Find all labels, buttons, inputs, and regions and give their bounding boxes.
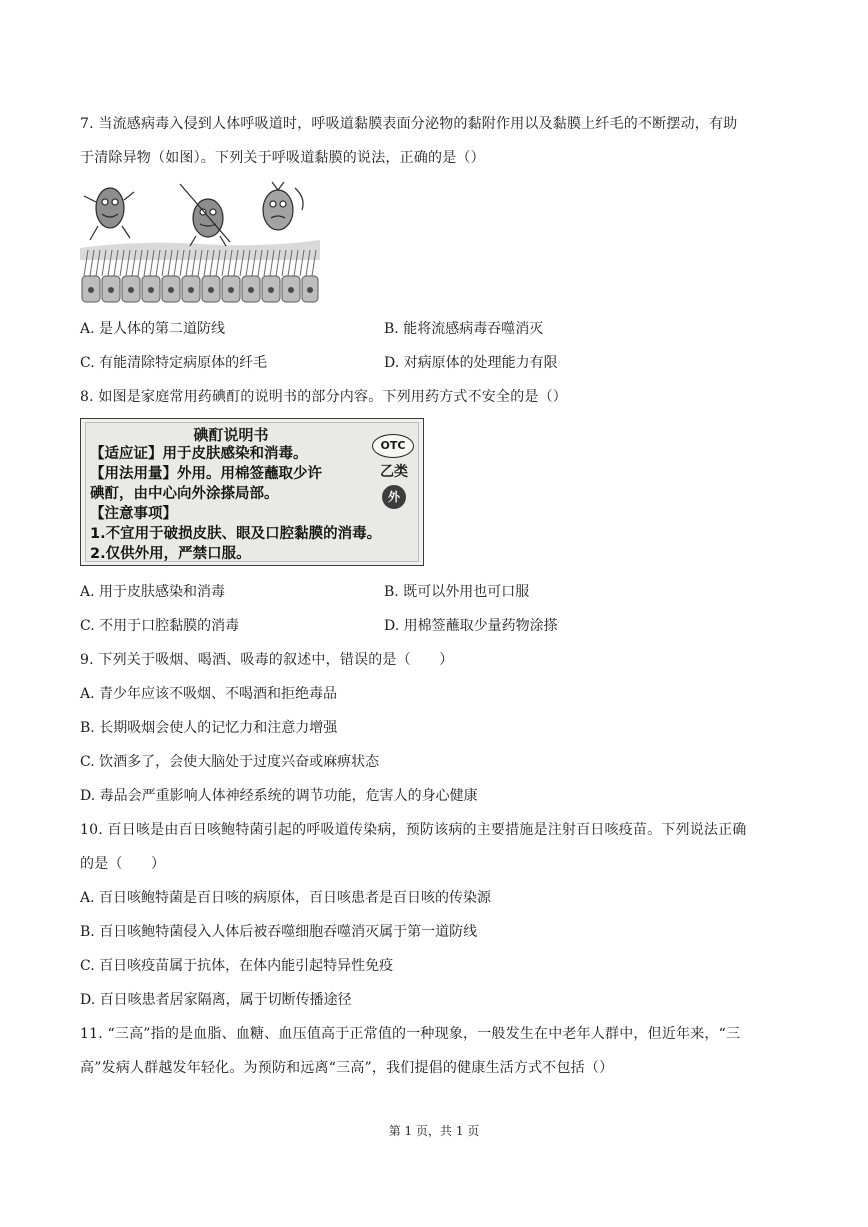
label-line-usage-cont: 碘酊，由中心向外涂搽局部。	[90, 486, 279, 502]
q9-option-d: D. 毒品会严重影响人体神经系统的调节功能，危害人的身心健康	[80, 788, 478, 804]
q7-option-b: B. 能将流感病毒吞噬消灭	[384, 321, 544, 337]
label-title: 碘酊说明书	[193, 426, 269, 444]
iodine-tincture-label	[80, 418, 424, 566]
q11-stem-line1: 11. “三高”指的是血脂、血糖、血压值高于正常值的一种现象，一般发生在中老年人群中，但近年来，“三	[80, 1026, 741, 1042]
q8-option-b: B. 既可以外用也可口服	[384, 584, 530, 600]
q9-option-c: C. 饮酒多了，会使大脑处于过度兴奋或麻痹状态	[80, 754, 380, 770]
respiratory-mucosa-illustration	[80, 178, 320, 306]
q10-stem-line2: 的是（ ）	[80, 856, 166, 872]
external-use-badge: 外	[382, 485, 406, 509]
label-line-precautions: 【注意事项】	[90, 506, 177, 522]
label-line-precaution-1: 1.不宜用于破损皮肤、眼及口腔黏膜的消毒。	[90, 526, 382, 542]
mucosa-illustration-svg	[80, 178, 320, 306]
q11-stem-line2: 高”发病人群越发年轻化。为预防和远离“三高”，我们提倡的健康生活方式不包括（）	[80, 1060, 614, 1076]
label-line-indication: 【适应证】用于皮肤感染和消毒。	[90, 446, 308, 462]
label-panel	[85, 422, 419, 562]
q8-option-d: D. 用棉签蘸取少量药物涂搽	[384, 618, 558, 634]
q9-option-b: B. 长期吸烟会使人的记忆力和注意力增强	[80, 720, 338, 736]
q10-option-a: A. 百日咳鲍特菌是百日咳的病原体，百日咳患者是百日咳的传染源	[80, 890, 492, 906]
label-line-usage: 【用法用量】外用。用棉签蘸取少许	[90, 466, 322, 482]
otc-badge: OTC	[372, 434, 414, 458]
q8-option-c: C. 不用于口腔黏膜的消毒	[80, 618, 240, 634]
q8-option-a: A. 用于皮肤感染和消毒	[80, 584, 226, 600]
q7-stem-line2: 于清除异物（如图）。下列关于呼吸道黏膜的说法，正确的是（）	[80, 150, 485, 166]
page-footer: 第 1 页，共 1 页	[388, 1124, 480, 1138]
q7-stem-line1: 7. 当流感病毒入侵到人体呼吸道时，呼吸道黏膜表面分泌物的黏附作用以及黏膜上纤毛的不断摆动，有助	[80, 116, 738, 132]
q7-option-a: A. 是人体的第二道防线	[80, 321, 226, 337]
otc-class-text: 乙类	[380, 464, 408, 480]
q7-option-d: D. 对病原体的处理能力有限	[384, 355, 558, 371]
q9-stem: 9. 下列关于吸烟、喝酒、吸毒的叙述中，错误的是（ ）	[80, 652, 454, 668]
q8-stem: 8. 如图是家庭常用药碘酊的说明书的部分内容。下列用药方式不安全的是（）	[80, 389, 568, 405]
q9-option-a: A. 青少年应该不吸烟、不喝酒和拒绝毒品	[80, 686, 338, 702]
q10-option-d: D. 百日咳患者居家隔离，属于切断传播途径	[80, 992, 352, 1008]
q10-option-b: B. 百日咳鲍特菌侵入人体后被吞噬细胞吞噬消灭属于第一道防线	[80, 924, 478, 940]
q10-option-c: C. 百日咳疫苗属于抗体，在体内能引起特异性免疫	[80, 958, 394, 974]
q7-option-c: C. 有能清除特定病原体的纤毛	[80, 355, 268, 371]
q10-stem-line1: 10. 百日咳是由百日咳鲍特菌引起的呼吸道传染病，预防该病的主要措施是注射百日咳疫苗。下列说法正确	[80, 822, 747, 838]
label-line-precaution-2: 2.仅供外用，严禁口服。	[90, 546, 251, 562]
